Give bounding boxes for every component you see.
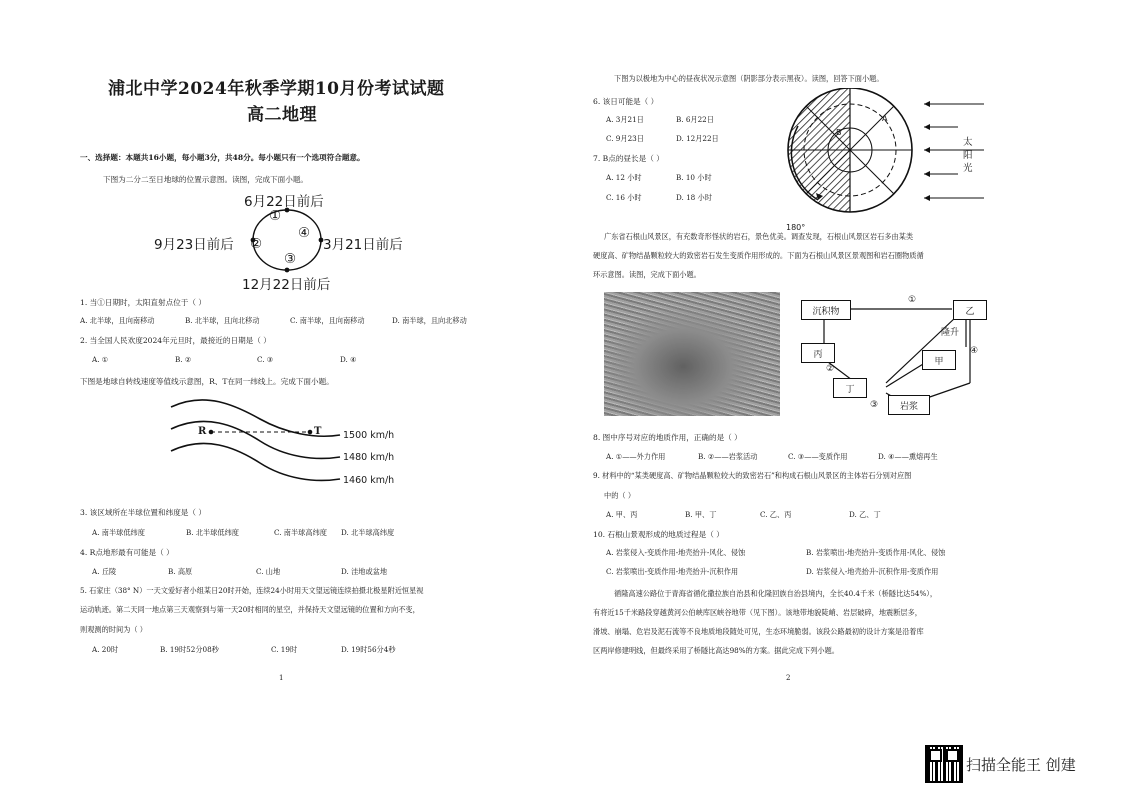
orbit-label-sep: 9月23日前后 xyxy=(154,237,234,253)
q6-option-a: A. 3月21日 xyxy=(606,115,644,124)
q9-option-c: C. 乙、丙 xyxy=(760,510,792,519)
q9-option-d: D. 乙、丁 xyxy=(849,510,881,519)
q3-option-b: B. 北半球低纬度 xyxy=(186,528,239,537)
question-9-line-1: 9. 材料中的“某类硬度高、矿物结晶颗粒较大的致密岩石”和构成石根山风景区的主体岩石分别对应图 xyxy=(593,471,912,480)
orbit-label-dec: 12月22日前后 xyxy=(242,277,331,293)
q4-option-a: A. 丘陵 xyxy=(92,567,117,576)
orbit-label-jun: 6月22日前后 xyxy=(244,194,324,210)
orbit-label-mar: 3月21日前后 xyxy=(323,237,403,253)
section-heading: 一、选择题：本题共16小题，每小题3分，共48分。每小题只有一个选项符合题意。 xyxy=(80,153,365,162)
arrow-label-1: ① xyxy=(908,295,917,305)
question-10: 10. 石根山景观形成的地质过程是（ ） xyxy=(593,530,724,539)
node-bing: 丙 xyxy=(801,343,835,363)
q2-option-c: C. ③ xyxy=(257,355,274,364)
q1-option-b: B. 北半球，且向北移动 xyxy=(185,316,260,325)
q8-option-b: B. ②——岩浆活动 xyxy=(698,452,758,461)
question-8: 8. 图中序号对应的地质作用，正确的是（ ） xyxy=(593,433,742,442)
q5-option-d: D. 19时56分4秒 xyxy=(341,645,396,654)
q5-option-b: B. 19时52分08秒 xyxy=(160,645,219,654)
node-ding: 丁 xyxy=(833,378,867,398)
q2-option-b: B. ② xyxy=(175,355,192,364)
q3-option-c: C. 南半球高纬度 xyxy=(274,528,327,537)
q6-option-d: D. 12月22日 xyxy=(676,134,719,143)
passage-line-2: 有将近15千米路段穿越黄河公伯峡库区峡谷地带（见下图）。该地带地貌陡峭、岩层破碎，地震断层多， xyxy=(593,608,922,617)
intro-polar: 下图为以极地为中心的昼夜状况示意图（阴影部分表示黑夜）。读图，回答下面小题。 xyxy=(614,74,884,83)
scanner-watermark: 扫描全能王 创建 xyxy=(966,756,1076,774)
q7-option-b: B. 10 小时 xyxy=(676,173,712,182)
arrow-label-4: ④ xyxy=(970,346,979,356)
question-5-line-2: 运动轨迹。第二天同一地点第三天观察到与第一天20时相同的星空，并保持天文望远镜的位置和方向不变， xyxy=(80,605,420,614)
q2-option-a: A. ① xyxy=(92,355,109,364)
q9-option-a: A. 甲、丙 xyxy=(606,510,638,519)
q8-option-a: A. ①——外力作用 xyxy=(606,452,666,461)
qr-code-icon xyxy=(925,745,963,783)
point-r-label: R xyxy=(198,426,207,437)
isoline-label-1500: 1500 km/h xyxy=(343,430,395,441)
orbit-point-2: ② xyxy=(250,236,263,252)
node-sediment: 沉积物 xyxy=(801,300,851,320)
question-5-line-3: 则观测的时间为（ ） xyxy=(80,625,147,634)
intro-rock-line-1: 广东省石根山风景区，有充数奇形怪状的岩石，景色优美。调查发现，石根山风景区岩石多由某类 xyxy=(604,232,914,241)
page-number-1: 1 xyxy=(279,674,284,682)
point-b-label: B xyxy=(836,128,842,137)
q7-option-d: D. 18 小时 xyxy=(676,193,712,202)
q3-option-a: A. 南半球低纬度 xyxy=(92,528,145,537)
point-a-label: A xyxy=(882,114,888,123)
passage-line-1: 循隆高速公路位于青海省循化撒拉族自治县和化隆回族自治县境内，全长40.4千米（桥隧比达54%）， xyxy=(614,589,938,598)
question-9-line-2: 中的（ ） xyxy=(604,491,636,500)
question-7: 7. B点的昼长是（ ） xyxy=(593,154,664,163)
question-2: 2. 当全国人民欢度2024年元旦时，最接近的日期是（ ） xyxy=(80,336,271,345)
q1-option-a: A. 北半球，且向南移动 xyxy=(80,316,155,325)
passage-line-4: 区两岸修建明线，但最终采用了桥隧比高达98%的方案。据此完成下列小题。 xyxy=(593,646,839,655)
question-4: 4. R点地形最有可能是（ ） xyxy=(80,548,174,557)
q10-option-a: A. 岩浆侵入-变质作用-地壳抬升-风化、侵蚀 xyxy=(606,548,746,557)
node-yi: 乙 xyxy=(953,300,987,320)
intro-rock-line-2: 硬度高、矿物结晶颗粒较大的致密岩石发生变质作用形成的。下面为石根山风景区景观图和岩石圈物质循 xyxy=(593,251,924,260)
orbit-point-1: ① xyxy=(269,208,282,224)
q8-option-d: D. ④——熏熔再生 xyxy=(878,452,938,461)
q5-option-c: C. 19时 xyxy=(271,645,298,654)
q3-option-d: D. 北半球高纬度 xyxy=(341,528,395,537)
q6-option-c: C. 9月23日 xyxy=(606,134,644,143)
node-jia: 甲 xyxy=(922,350,956,370)
longitude-180-label: 180° xyxy=(786,223,806,232)
q5-option-a: A. 20时 xyxy=(92,645,119,654)
sunlight-label: 太 阳 光 xyxy=(963,137,973,174)
exam-subtitle: 高二地理 xyxy=(247,105,317,125)
orbit-point-4: ④ xyxy=(298,225,311,241)
question-1: 1. 当①日期时，太阳直射点位于（ ） xyxy=(80,298,206,307)
q6-option-b: B. 6月22日 xyxy=(676,115,714,124)
q1-option-d: D. 南半球，且向北移动 xyxy=(392,316,467,325)
intro-isolines: 下图是地球自转线速度等值线示意图，R、T在同一纬线上。完成下面小题。 xyxy=(80,377,334,386)
q2-option-d: D. ④ xyxy=(340,355,357,364)
landscape-photo xyxy=(604,292,780,416)
q9-option-b: B. 甲、丁 xyxy=(685,510,717,519)
q10-option-b: B. 岩浆喷出-地壳抬升-变质作用-风化、侵蚀 xyxy=(806,548,946,557)
node-magma: 岩浆 xyxy=(888,395,930,415)
exam-title: 浦北中学2024年秋季学期10月份考试试题 xyxy=(108,79,445,99)
q4-option-d: D. 洼地或盆地 xyxy=(341,567,388,576)
label-uplift: 隆升 xyxy=(941,328,960,338)
isoline-diagram xyxy=(165,395,345,495)
intro-rock-line-3: 环示意图。读图，完成下面小题。 xyxy=(593,270,701,279)
q4-option-c: C. 山地 xyxy=(256,567,281,576)
q10-option-c: C. 岩浆喷出-变质作用-地壳抬升-沉积作用 xyxy=(606,567,739,576)
question-3: 3. 该区域所在半球位置和纬度是（ ） xyxy=(80,508,206,517)
page-number-2: 2 xyxy=(786,674,791,682)
orbit-point-3: ③ xyxy=(284,251,297,267)
q7-option-c: C. 16 小时 xyxy=(606,193,642,202)
intro-orbit: 下图为二分二至日地球的位置示意图。读图，完成下面小题。 xyxy=(103,175,309,184)
isoline-label-1480: 1480 km/h xyxy=(343,452,395,463)
isoline-label-1460: 1460 km/h xyxy=(343,475,395,486)
q7-option-a: A. 12 小时 xyxy=(606,173,642,182)
polar-daynight-diagram xyxy=(770,88,990,220)
passage-line-3: 滑坡、崩塌、危岩及泥石流等不良地质地段随处可见，生态环境脆弱。该段公路最初的设计方案是沿着库 xyxy=(593,627,924,636)
arrow-label-3: ③ xyxy=(870,400,879,410)
q1-option-c: C. 南半球，且向南移动 xyxy=(290,316,365,325)
question-5-line-1: 5. 石家庄（38° N）一天文爱好者小组某日20时开始，连续24小时用天文望远镜连续拍摄北极星附近恒星视 xyxy=(80,586,424,595)
point-t-label: T xyxy=(314,426,322,437)
q4-option-b: B. 高原 xyxy=(168,567,193,576)
q10-option-d: D. 岩浆侵入-地壳抬升-沉积作用-变质作用 xyxy=(806,567,939,576)
arrow-label-2: ② xyxy=(826,364,835,374)
q8-option-c: C. ③——变质作用 xyxy=(788,452,848,461)
question-6: 6. 该日可能是（ ） xyxy=(593,97,659,106)
